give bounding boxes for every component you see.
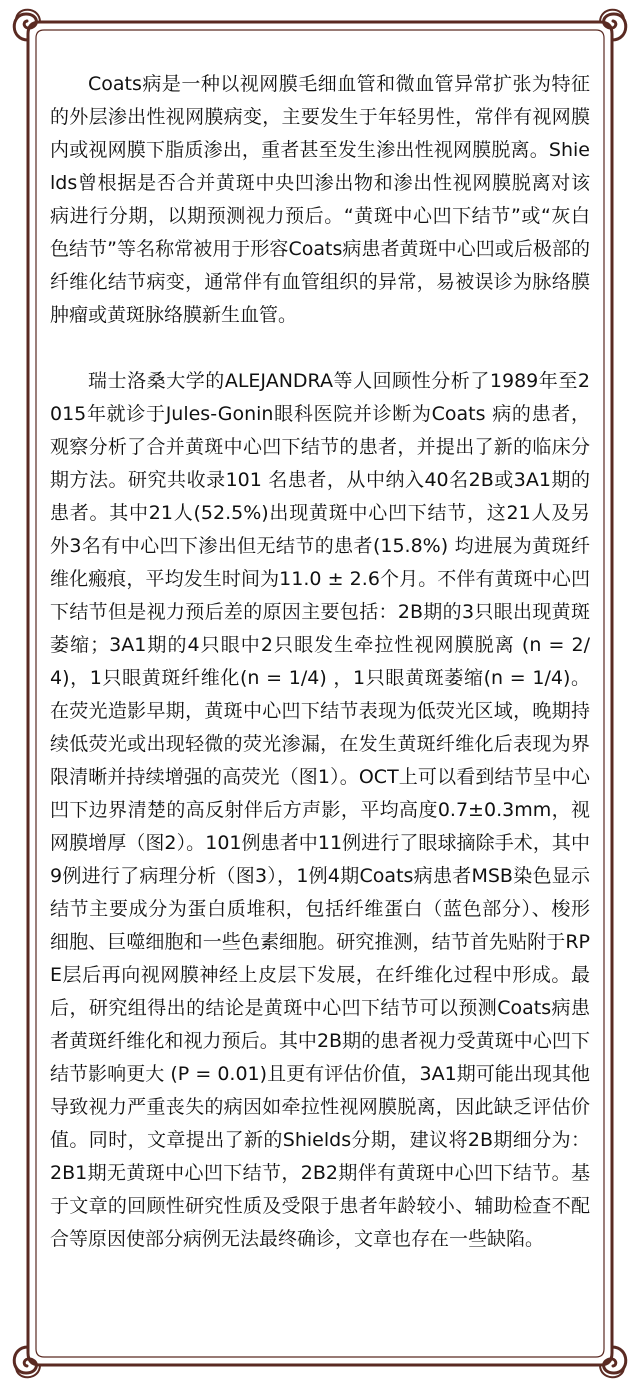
corner-scroll-top-right xyxy=(604,14,626,40)
article-body xyxy=(50,68,590,1256)
corner-scroll-bottom-right xyxy=(604,1347,626,1373)
article-paragraph-2: 瑞士洛桑大学的ALEJANDRA等人回顾性分析了1989年至2015年就诊于Jules-Gonin眼科医院并诊断为Coats 病的患者，观察分析了合并黄斑中心凹下结节的患者，并提出了新的临床分期方法。研究共收录101 名患者，从中纳入40名2B或3A1期的患者。其中21人(52.5%)出现黄斑中心凹下结节，这21人及另外3名有中心凹下渗出但无结节的患者(15.8%) 均进展为黄斑纤维化瘢痕，平均发生时间为11.0 ± 2.6个月。不伴有黄斑中心凹下结节但是视力预后差的原因主要包括：2B期的3只眼出现黄斑萎缩；3A1期的4只眼中2只眼发生牵拉性视网膜脱离 (n = 2/4)，1只眼黄斑纤维化(n = 1/4) ，1只眼黄斑萎缩(n = 1/4)。在荧光造影早期，黄斑中心凹下结节表现为低荧光区域，晚期持续低荧光或出现轻微的荧光渗漏，在发生黄斑纤维化后表现为界限清晰并持续增强的高荧光（图1）。OCT上可以看到结节呈中心凹下边界清楚的高反射伴后方声影，平均高度0.7±0.3mm，视网膜增厚（图2）。101例患者中11例进行了眼球摘除手术，其中9例进行了病理分析（图3），1例4期Coats病患者MSB染色显示结节主要成分为蛋白质堆积，包括纤维蛋白（蓝色部分）、梭形细胞、巨噬细胞和一些色素细胞。研究推测，结节首先贴附于RPE层后再向视网膜神经上皮层下发展，在纤维化过程中形成。最后，研究组得出的结论是黄斑中心凹下结节可以预测Coats病患者黄斑纤维化和视力预后。其中2B期的患者视力受黄斑中心凹下结节影响更大 (P = 0.01)且更有评估价值，3A1期可能出现其他导致视力严重丧失的病因如牵拉性视网膜脱离，因此缺乏评估价值。同时，文章提出了新的Shields分期，建议将2B期细分为：2B1期无黄斑中心凹下结节，2B2期伴有黄斑中心凹下结节。基于文章的回顾性研究性质及受限于患者年龄较小、辅助检查不配合等原因使部分病例无法最终确诊，文章也存在一些缺陷。 xyxy=(50,370,590,1250)
corner-scroll-bottom-left xyxy=(14,1347,36,1373)
paragraph-spacer xyxy=(50,332,590,365)
article-paragraph-1: Coats病是一种以视网膜毛细血管和微血管异常扩张为特征的外层渗出性视网膜病变，主要发生于年轻男性，常伴有视网膜内或视网膜下脂质渗出，重者甚至发生渗出性视网膜脱离。Shields曾根据是否合并黄斑中央凹渗出物和渗出性视网膜脱离对该病进行分期，以期预测视力预后。“黄斑中心凹下结节”或“灰白色结节”等名称常被用于形容Coats病患者黄斑中心凹或后极部的纤维化结节病变，通常伴有血管组织的异常，易被误诊为脉络膜肿瘤或黄斑脉络膜新生血管。 xyxy=(50,73,590,326)
corner-scroll-top-left xyxy=(14,14,36,40)
